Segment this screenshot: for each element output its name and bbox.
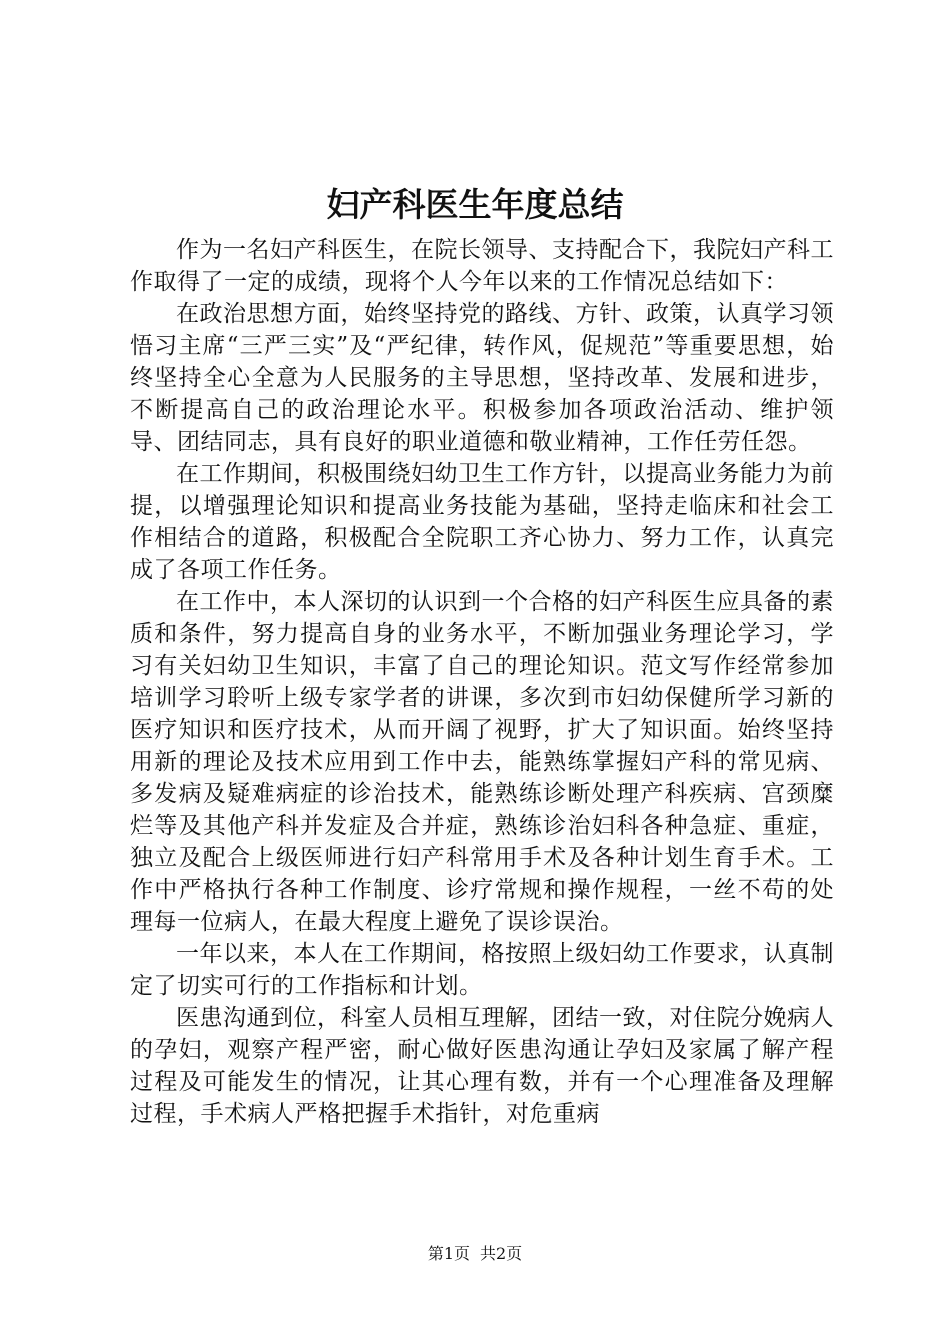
- document-title: 妇产科医生年度总结: [326, 185, 624, 224]
- paragraph-work-period: 在工作期间，积极围绕妇幼卫生工作方针，以提高业务能力为前提，以增强理论知识和提高业务技能为基础，坚持走临床和社会工作相结合的道路，积极配合全院职工齐心协力、努力工作，认真完成了各项工作任务。: [130, 461, 834, 583]
- paragraph-work-skills: 在工作中，本人深切的认识到一个合格的妇产科医生应具备的素质和条件，努力提高自身的业务水平，不断加强业务理论学习，学习有关妇幼卫生知识，丰富了自己的理论知识。范文写作经常参加培训学习聆听上级专家学者的讲课，多次到市妇幼保健所学习新的医疗知识和医疗技术，从而开阔了视野，扩大了知识面。始终坚持用新的理论及技术应用到工作中去，能熟练掌握妇产科的常见病、多发病及疑难病症的诊治技术，能熟练诊断处理产科疾病、宫颈糜烂等及其他产科并发症及合并症，熟练诊治妇科各种急症、重症，独立及配合上级医师进行妇产科常用手术及各种计划生育手术。工作中严格执行各种工作制度、诊疗常规和操作规程，一丝不苟的处理每一位病人，在最大程度上避免了误诊误治。: [130, 589, 834, 935]
- document-body: [130, 234, 834, 1130]
- page-number: 第1页: [427, 1244, 470, 1263]
- paragraph-intro: 作为一名妇产科医生，在院长领导、支持配合下，我院妇产科工作取得了一定的成绩，现将个人今年以来的工作情况总结如下：: [130, 237, 834, 295]
- paragraph-political: 在政治思想方面，始终坚持党的路线、方针、政策，认真学习领悟习主席“三严三实”及“严纪律，转作风，促规范”等重要思想，始终坚持全心全意为人民服务的主导思想，坚持改革、发展和进步，不断提高自己的政治理论水平。积极参加各项政治活动、维护领导、团结同志，具有良好的职业道德和敬业精神，工作任劳任怨。: [130, 301, 834, 455]
- paragraph-year-plan: 一年以来，本人在工作期间，格按照上级妇幼工作要求，认真制定了切实可行的工作指标和计划。: [130, 941, 834, 999]
- page-footer: [0, 1244, 950, 1264]
- paragraph-communication: 医患沟通到位，科室人员相互理解，团结一致，对住院分娩病人的孕妇，观察产程严密，耐心做好医患沟通让孕妇及家属了解产程过程及可能发生的情况，让其心理有数，并有一个心理准备及理解过程，手术病人严格把握手术指针，对危重病: [130, 1005, 834, 1127]
- page-total: 共2页: [480, 1244, 523, 1263]
